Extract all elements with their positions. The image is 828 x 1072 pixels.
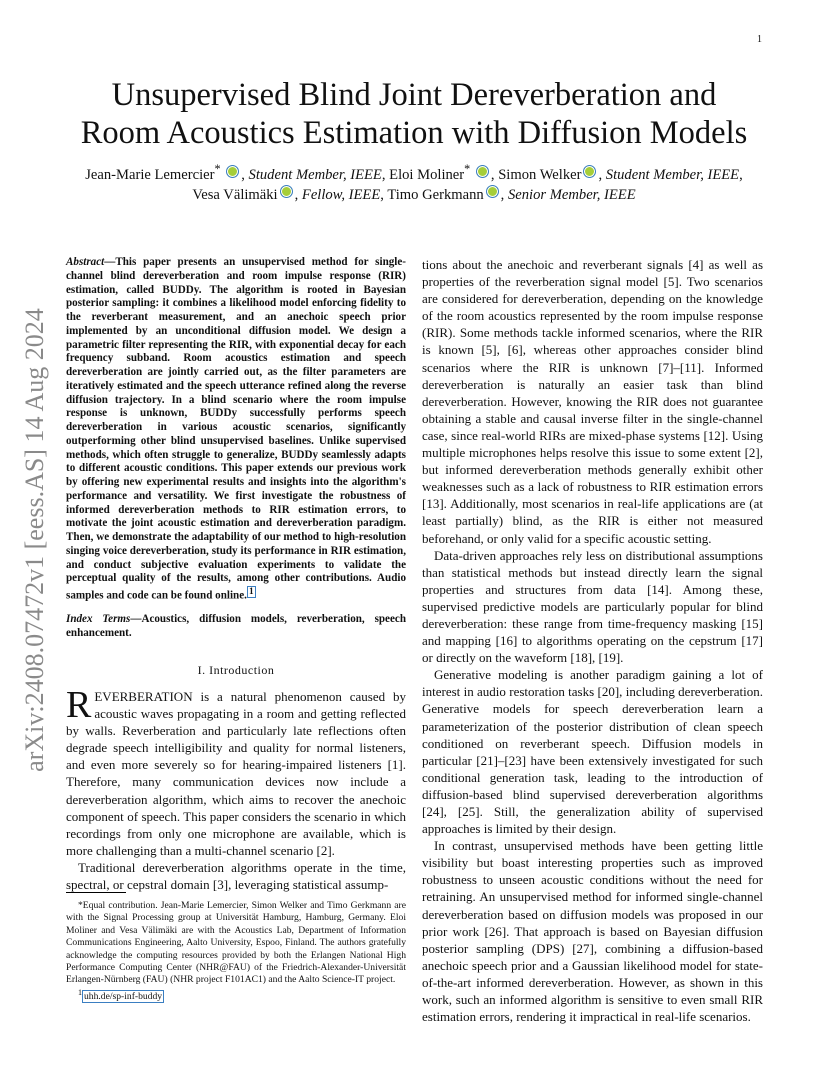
author-membership: Senior Member, IEEE xyxy=(507,186,636,203)
page-number: 1 xyxy=(757,34,762,45)
paper-title xyxy=(40,76,788,152)
drop-cap: R xyxy=(66,683,92,726)
author-membership: Student Member, IEEE xyxy=(248,166,382,183)
footnote-mark: 1 xyxy=(78,987,82,997)
right-paragraph-3: Generative modeling is another paradigm gaining a lot of interest in audio restoration tasks [20], including dereverberation. Generative models for speech dereverberation learn a parameterization of the posterior distribution of clean speech conditioned on reverberant speech. Diffusion models in particular [21]–[23] have been extensively investigated for such conditional generation task, leading to the introduction of diffusion-based blind supervised dereverberation algorithms [24], [25]. Still, the generalization ability of supervised approaches is limited by their design. xyxy=(422,667,763,837)
equal-contribution-mark: * xyxy=(214,162,221,176)
footnote-rule xyxy=(66,892,126,893)
section-heading: I. Introduction xyxy=(197,662,275,677)
footnote-link[interactable]: 1 xyxy=(248,587,254,597)
right-paragraph-2: Data-driven approaches rely less on distributional assumptions than statistical methods but instead directly learn the signal properties and structures from data [14]. Among these, supervised predictive models are particularly popular for blind dereverberation: these range from time-frequency masking [15] and mapping [16] to algorithms operating on the cepstrum [17] or directly on the waveform [18], [19]. xyxy=(422,547,763,666)
title-line-2: Room Acoustics Estimation with Diffusion Models xyxy=(80,115,748,151)
right-column xyxy=(422,256,763,1025)
author-name: Simon Welker xyxy=(498,166,582,183)
equal-contribution-mark: * xyxy=(464,162,471,176)
orcid-icon[interactable] xyxy=(583,165,596,178)
abstract xyxy=(66,256,406,603)
author-line-1: Jean-Marie Lemercier* , Student Member, IEEE, Eloi Moliner* , Simon Welker , Student Member, IEEE, xyxy=(85,162,743,183)
left-column xyxy=(66,256,406,893)
footnote-affiliations: *Equal contribution. Jean-Marie Lemercier, Simon Welker and Timo Gerkmann are with the Signal Processing group at Universität Hamburg, Hamburg, Germany. Eloi Moliner and Vesa Välimäki are with the Acoustics Lab, Department of Information Communications Engineering, Aalto University, Espoo, Finland. The authors gratefully acknowledge the computing resources provided by both the Erlangen National High Performance Computing Center (NHR@FAU) of the Friedrich-Alexander-Universität Erlangen-Nürnberg (FAU) (NHR project F101AC1) and the Aalto Science-IT project. xyxy=(66,900,406,986)
title-line-1: Unsupervised Blind Joint Dereverberation and xyxy=(111,77,717,113)
author-membership: Fellow, IEEE xyxy=(301,186,381,203)
intro-text-1: EVERBERATION is a natural phenomenon caused by acoustic waves propagating in a room and getting reflected by walls. Reverberation and particularly late reflections often degrade speech intelligibility and quality for normal listeners, and even more severely so for hearing-impaired listeners [1]. Therefore, many communication devices now include a dereverberation algorithm, which aims to recover the anechoic component of speech. This paper considers the scenario in which recordings from only one microphone are available, which is more challenging than a multi-channel scenario [2]. xyxy=(66,688,406,858)
project-link[interactable]: uhh.de/sp-inf-buddy xyxy=(84,991,163,1003)
author-name: Eloi Moliner xyxy=(389,166,465,183)
author-line-2: Vesa Välimäki , Fellow, IEEE, Timo Gerkmann , Senior Member, IEEE xyxy=(192,186,636,203)
author-list xyxy=(60,159,768,205)
intro-paragraph-1 xyxy=(66,683,406,859)
index-terms-text: —Acoustics, diffusion models, reverberation, speech enhancement. xyxy=(66,613,406,640)
author-name: Vesa Välimäki xyxy=(192,186,278,203)
orcid-icon[interactable] xyxy=(226,165,239,178)
intro-paragraph-2: Traditional dereverberation algorithms operate in the time, spectral, or cepstral domain [3], leveraging statistical assump- xyxy=(66,859,406,892)
abstract-text: —This paper presents an unsupervised method for single-channel blind dereverberation and room impulse response (RIR) estimation, called BUDDy. The algorithm is rooted in Bayesian posterior sampling: it combines a likelihood model enforcing fidelity to the reverberant measurement, and an anechoic speech prior implemented by an unconditional diffusion model. We design a parametric filter representing the RIR, with exponential decay for each frequency subband. Room acoustics estimation and speech dereverberation are jointly carried out, as the filter parameters are iteratively estimated and the speech utterance refined along the reverse diffusion trajectory. In a blind scenario where the room impulse response is unknown, BUDDy successfully performs speech dereverberation in various acoustic scenarios, significantly outperforming other blind unsupervised baselines. Unlike supervised methods, which often struggle to generalize, BUDDy seamlessly adapts to different acoustic conditions. This paper extends our previous work by offering new experimental results and insights into the algorithm's performance and versatility. We first investigate the robustness of informed dereverberation methods to RIR estimation errors, to motivate the joint acoustic estimation and dereverberation paradigm. Then, we demonstrate the adaptability of our method to high-resolution singing voice dereverberation, study its performance in RIR estimation, and conduct subjective evaluation experiments to validate the perceptual quality of the results, among other contributions. Audio samples and code can be found online. xyxy=(66,256,406,602)
arxiv-stamp[interactable]: arXiv:2408.07472v1 [eess.AS] 14 Aug 2024 xyxy=(20,308,49,772)
index-terms xyxy=(66,613,406,641)
right-paragraph-1: tions about the anechoic and reverberant signals [4] as well as properties of the reverberation signal model [5]. Two scenarios are considered for dereverberation, depending on the knowledge of the room acoustics represented by the room impulse response (RIR). Some methods tackle informed scenarios, where the RIR is known [5], [6], whereas other approaches consider blind scenarios where the RIR is unknown [7]–[11]. Informed dereverberation is naturally an easier task than blind dereverberation. However, knowing the RIR does not guarantee obtaining a stable and causal inverse filter in the single-channel case, since real-world RIRs are mixed-phase systems [12]. Using multiple microphones helps resolve this issue to some extent [2], but informed dereverberation methods generally exhibit other weaknesses such as a lack of robustness to RIR estimation errors [13]. Additionally, most scenarios in real-life applications are (at least partially) blind, as the RIR is either not measured beforehand, or only valid for a specific acoustic setting. xyxy=(422,257,763,546)
author-membership: Student Member, IEEE xyxy=(605,166,740,183)
index-terms-label: Index Terms xyxy=(66,613,131,626)
footnotes xyxy=(66,900,406,1003)
right-paragraph-4: In contrast, unsupervised methods have been getting little visibility but boast interesting properties such as improved robustness to unseen acoustic conditions without the need for retraining. An unsupervised method for informed single-channel dereverberation based on diffusion models was proposed in our prior work [26]. That approach is based on Bayesian diffusion posterior sampling (DPS) [27], combining a diffusion-based anechoic speech prior and a Gaussian likelihood model for state-of-the-art informed dereverberation. However, as shown in this work, such an informed algorithm is sensitive to even small RIR estimation errors, rendering it impractical in real-life scenarios. xyxy=(422,838,763,1025)
author-name: Jean-Marie Lemercier xyxy=(85,166,215,183)
abstract-label: Abstract xyxy=(66,256,105,268)
author-name: Timo Gerkmann xyxy=(387,186,484,203)
orcid-icon[interactable] xyxy=(280,185,293,198)
orcid-icon[interactable] xyxy=(486,185,499,198)
orcid-icon[interactable] xyxy=(476,165,489,178)
footnote-url xyxy=(66,987,406,1004)
